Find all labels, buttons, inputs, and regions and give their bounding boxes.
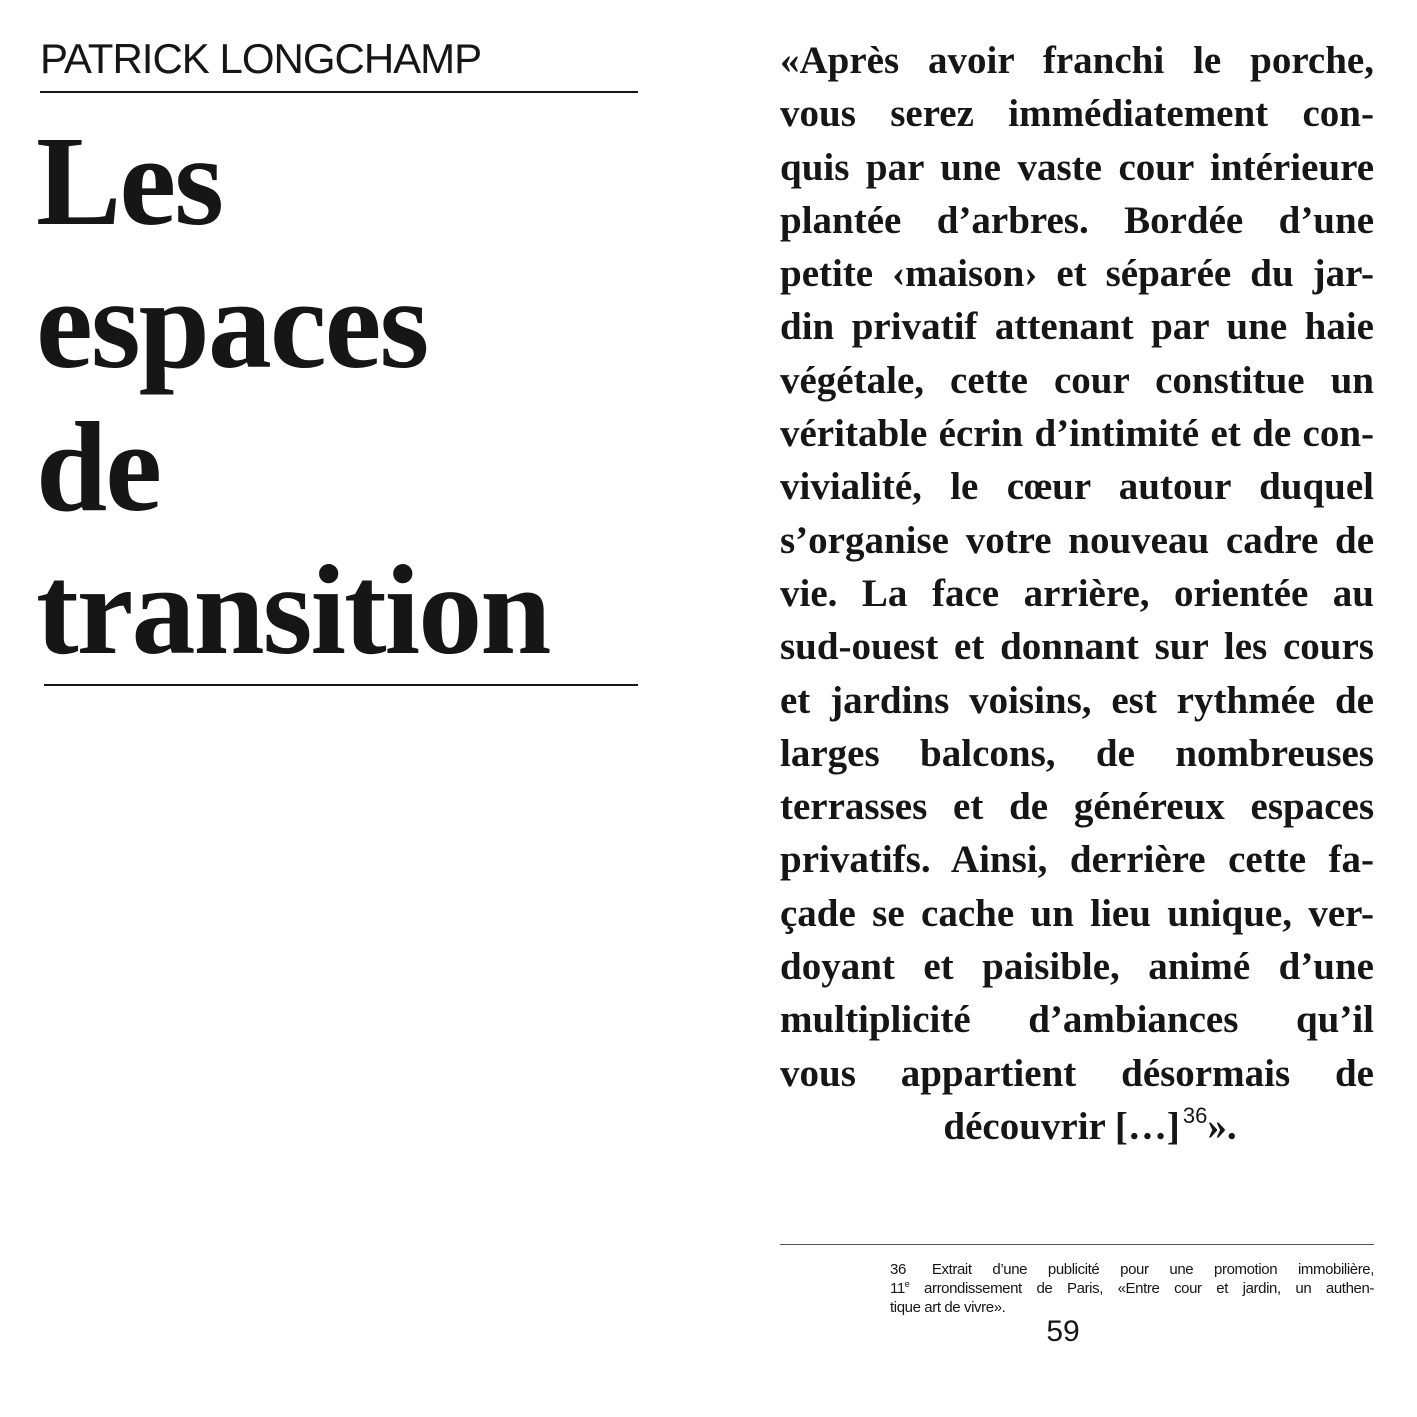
footnote-divider [780,1244,1374,1245]
quote-line: çade se cache un lieu unique, ver- [780,891,1374,935]
quote-line: vie. La face arrière, orientée au [780,571,1374,615]
quote-line: véritable écrin d’intimité et de con- [780,412,1374,456]
bottom-divider [44,684,638,686]
footnote [890,1260,1374,1317]
footnote-line [890,1260,1374,1279]
ordinal-suffix: e [904,1279,910,1289]
title-line: de [36,396,160,538]
quote-closing: ». [1207,1104,1237,1148]
footnote-reference[interactable]: 36 [1182,1102,1208,1128]
quote-line: vous appartient désormais de [780,1051,1374,1095]
title-line: Les [36,110,222,252]
footnote-text: Extrait d’une publicité pour une promotion immobilière, [931,1261,1374,1278]
title-line: transition [36,539,550,681]
chapter-title [36,110,549,682]
quote-line: doyant et paisible, animé d’une [780,945,1374,989]
quote-last-text: découvrir […] [943,1104,1180,1148]
quote-line: «Après avoir franchi le porche, [780,39,1374,82]
quote-line: petite ‹maison› et séparée du jar- [780,252,1374,296]
quote-line: terrasses et de généreux espaces [780,785,1374,829]
quote-block [780,34,1374,1153]
footnote-text: arrondissement de Paris, «Entre cour et jardin, un authen- [909,1280,1374,1297]
author-name: PATRICK LONGCHAMP [40,35,482,82]
title-line: espaces [36,253,428,395]
footnote-number: 36 [890,1261,906,1278]
quote-line: privatifs. Ainsi, derrière cette fa- [780,838,1374,882]
quote-line: multiplicité d’ambiances qu’il [780,998,1374,1042]
page-number: 59 [1046,1315,1080,1348]
quote-line: végétale, cette cour constitue un [780,358,1374,402]
quote-line: sud-ouest et donnant sur les cours [780,625,1374,669]
quote-line: din privatif attenant par une haie [780,305,1374,349]
quote-line: quis par une vaste cour intérieure [780,145,1374,189]
footnote-line: tique art de vivre». [890,1299,1006,1316]
footnote-line [890,1279,1374,1298]
quote-last-line [780,1100,1374,1153]
quote-line: plantée d’arbres. Bordée d’une [780,198,1374,242]
quote-line: et jardins voisins, est rythmée de [780,678,1374,722]
quote-line: s’organise votre nouveau cadre de [780,518,1374,562]
top-divider [40,91,638,93]
footnote-text: 11 [890,1280,905,1297]
quote-line: larges balcons, de nombreuses [780,731,1374,775]
quote-line: vivialité, le cœur autour duquel [780,465,1374,509]
quote-line: vous serez immédiatement con- [780,92,1374,136]
